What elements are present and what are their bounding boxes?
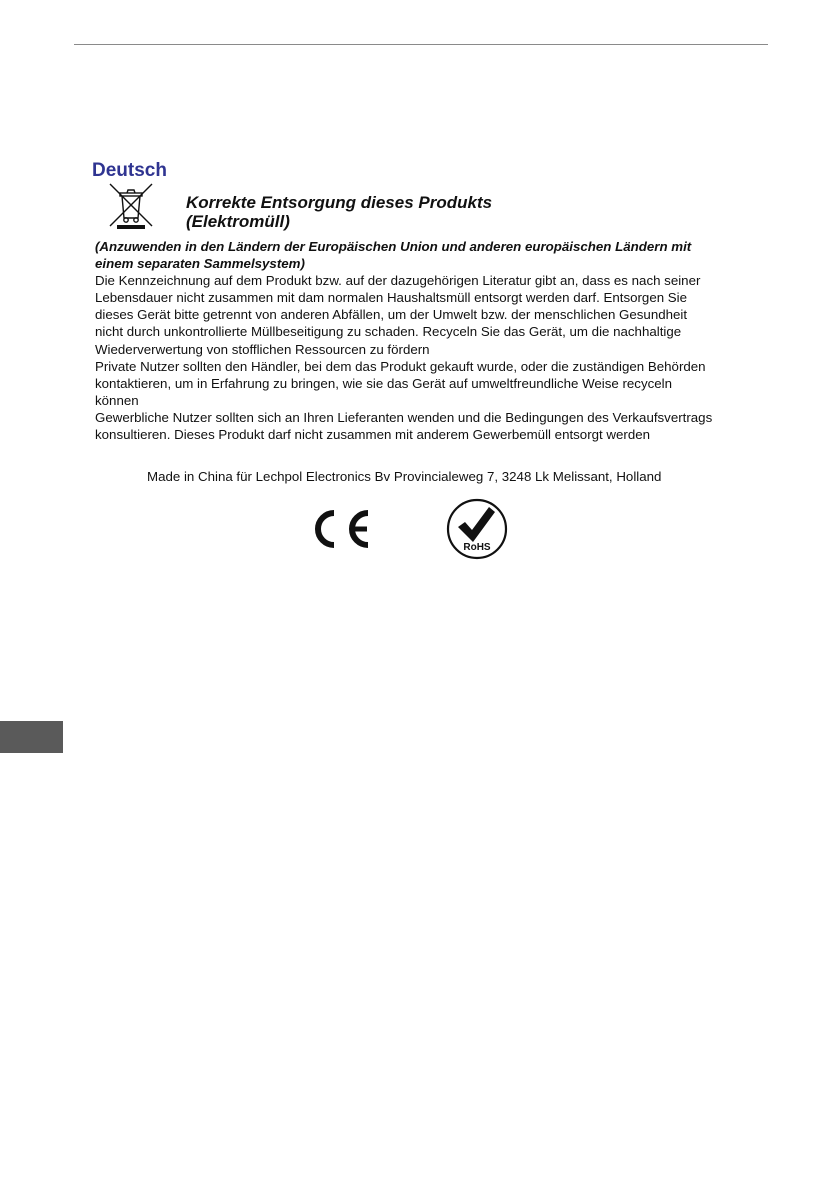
disposal-title-line: Korrekte Entsorgung dieses Produkts	[186, 193, 493, 212]
made-in-text: Made in China für Lechpol Electronics Bv Provincialeweg 7, 3248 Lk Melissant, Holland	[147, 469, 662, 484]
weee-bin-icon	[107, 182, 155, 230]
body-line: dieses Gerät bitte getrennt von anderen Abfällen, um der Umwelt bzw. der menschlichen Gesundheit	[95, 307, 688, 323]
disposal-title-line: (Elektromüll)	[186, 212, 290, 231]
scope-line: (Anzuwenden in den Ländern der Europäischen Union und anderen europäischen Ländern mit	[95, 239, 692, 254]
top-rule	[74, 44, 768, 45]
body-line: können	[95, 392, 139, 408]
rohs-label: RoHS	[463, 542, 491, 553]
body-line: konsultieren. Dieses Produkt darf nicht zusammen mit anderem Gewerbemüll entsorgt werden	[95, 427, 651, 443]
side-tab	[0, 721, 63, 753]
body-line: Lebensdauer nicht zusammen mit dam normalen Haushaltsmüll entsorgt werden darf. Entsorgen Sie	[95, 290, 688, 306]
disposal-body-text	[95, 238, 755, 443]
body-line: Die Kennzeichnung auf dem Produkt bzw. auf der dazugehörigen Literatur gibt an, dass es nach seiner	[95, 273, 701, 289]
body-line: Gewerbliche Nutzer sollten sich an Ihren Lieferanten wenden und die Bedingungen des Verkaufsvertrags	[95, 409, 713, 425]
body-line: kontaktieren, um in Erfahrung zu bringen, wie sie das Gerät auf umweltfreundliche Weise recyceln	[95, 375, 672, 391]
rohs-check-icon	[445, 497, 509, 561]
ce-mark-icon	[306, 507, 374, 551]
body-line: Wiederverwertung von stofflichen Ressourcen zu fördern	[95, 341, 430, 357]
scope-line: einem separaten Sammelsystem)	[95, 256, 305, 272]
disposal-title	[186, 193, 492, 231]
language-heading: Deutsch	[92, 160, 167, 181]
body-line: nicht durch unkontrollierte Müllbeseitigung zu schaden. Recyceln Sie das Gerät, um die nachhaltige	[95, 324, 682, 340]
body-line: Private Nutzer sollten den Händler, bei dem das Produkt gekauft wurde, oder die zuständigen Behörden	[95, 358, 706, 374]
